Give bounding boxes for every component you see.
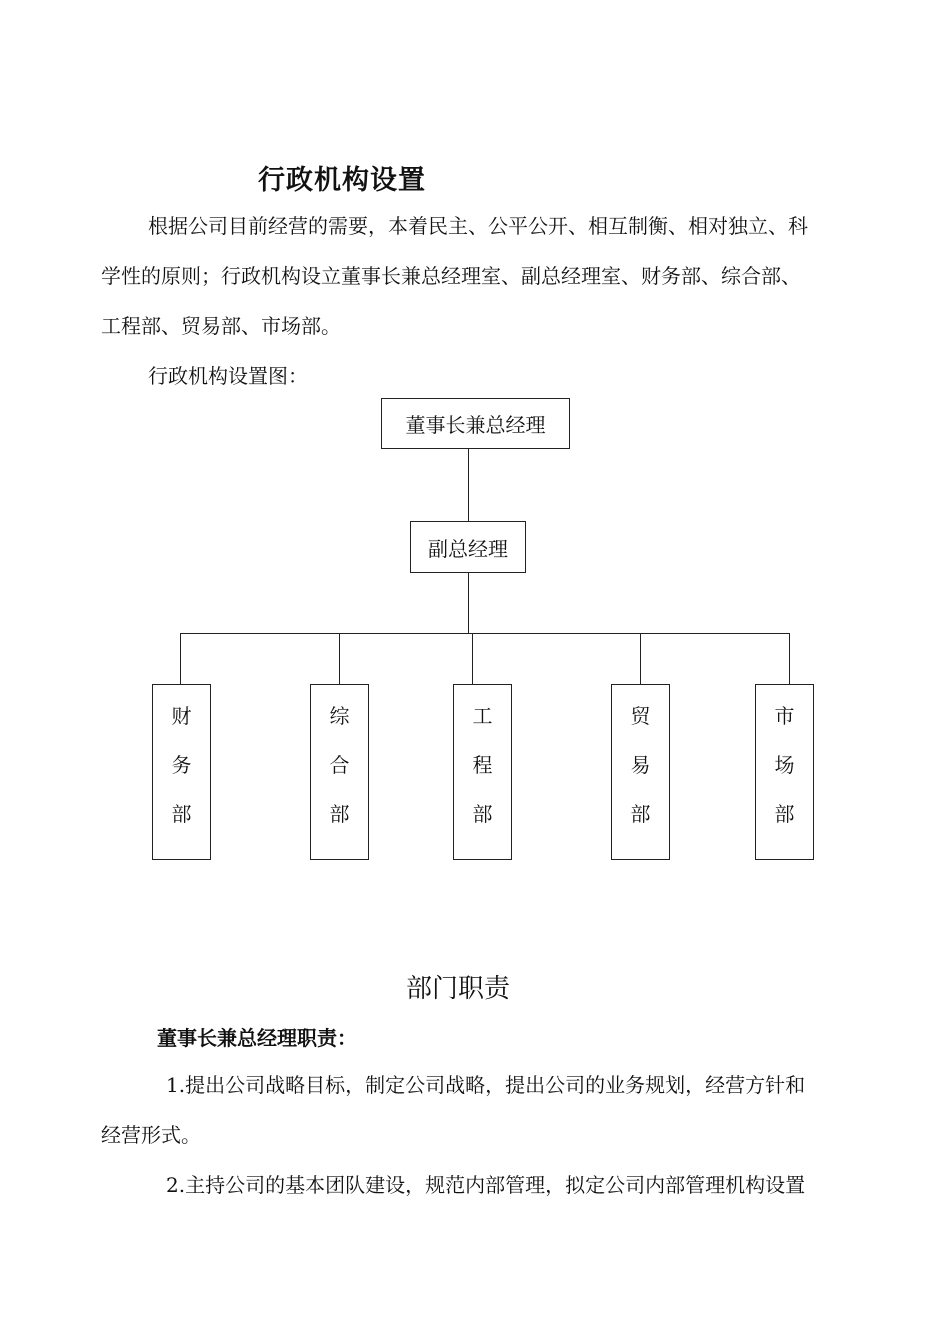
dept-box-engineering — [453, 684, 512, 860]
connector-middle-bus — [468, 573, 469, 633]
dept-char: 工 — [472, 704, 493, 728]
connector-drop-1 — [180, 633, 181, 684]
dept-char: 部 — [774, 802, 795, 826]
chart-caption: 行政机构设置图： — [148, 364, 308, 388]
duty-item-1-line-2: 经营形式。 — [101, 1123, 201, 1147]
dept-char: 合 — [329, 753, 350, 777]
dept-char: 易 — [630, 753, 651, 777]
org-box-middle-label: 副总经理 — [428, 536, 508, 561]
connector-drop-4 — [640, 633, 641, 684]
dept-char: 务 — [171, 753, 192, 777]
dept-char: 部 — [171, 802, 192, 826]
dept-box-finance — [152, 684, 211, 860]
connector-top-middle — [468, 449, 469, 521]
dept-char: 综 — [329, 704, 350, 728]
intro-line-3: 工程部、贸易部、市场部。 — [101, 314, 341, 338]
duty-item-2-line-1: 2.主持公司的基本团队建设，规范内部管理，拟定公司内部管理机构设置 — [166, 1173, 806, 1197]
org-box-top — [381, 398, 570, 449]
duties-heading: 部门职责 — [406, 974, 511, 1004]
duties-subheading: 董事长兼总经理职责： — [157, 1026, 357, 1050]
connector-drop-3 — [472, 633, 473, 684]
dept-char: 场 — [774, 753, 795, 777]
dept-box-general — [310, 684, 369, 860]
document-title: 行政机构设置 — [258, 165, 426, 196]
connector-bus — [180, 633, 790, 634]
dept-box-trade — [611, 684, 670, 860]
dept-box-market — [755, 684, 814, 860]
dept-char: 程 — [472, 753, 493, 777]
intro-line-2: 学性的原则；行政机构设立董事长兼总经理室、副总经理室、财务部、综合部、 — [101, 264, 801, 288]
dept-char: 部 — [329, 802, 350, 826]
intro-line-1: 根据公司目前经营的需要，本着民主、公平公开、相互制衡、相对独立、科 — [148, 214, 808, 238]
dept-char: 财 — [171, 704, 192, 728]
org-box-middle — [410, 521, 526, 573]
dept-char: 市 — [774, 704, 795, 728]
dept-char: 贸 — [630, 704, 651, 728]
connector-drop-5 — [789, 633, 790, 684]
dept-char: 部 — [472, 802, 493, 826]
dept-char: 部 — [630, 802, 651, 826]
duty-item-1-line-1: 1.提出公司战略目标，制定公司战略，提出公司的业务规划，经营方针和 — [166, 1073, 806, 1097]
connector-drop-2 — [339, 633, 340, 684]
org-box-top-label: 董事长兼总经理 — [405, 413, 546, 437]
